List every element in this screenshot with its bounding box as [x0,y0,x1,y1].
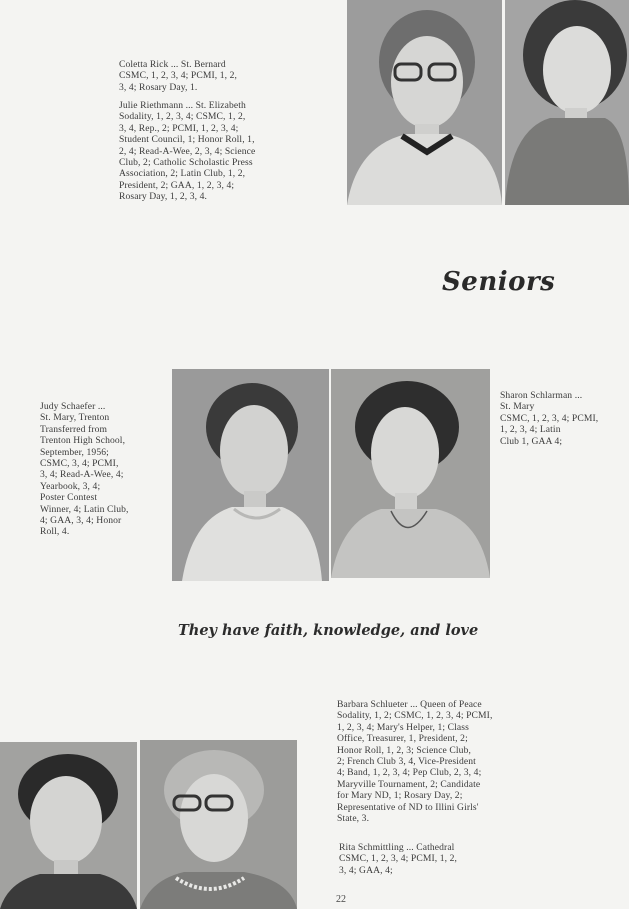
bio-line: Rita Schmittling ... Cathedral [339,842,455,853]
bio-line: Student Council, 1; Honor Roll, 1, [119,134,255,146]
bio-line: Transferred from [40,423,108,435]
bio-line: Judy Schaefer ... [40,401,106,412]
bio-line: Barbara Schlueter ... Queen of Peace [337,699,482,710]
bio-line: 4; Band, 1, 2, 3, 4; Pep Club, 2, 3, 4; [337,767,482,779]
bio-line: Trenton High School, [40,435,126,447]
bio-line: for Mary ND, 1; Rosary Day, 2; [337,790,463,802]
bio-sharon-schlarman [500,390,598,447]
bio-barbara-schlueter [337,699,492,824]
portrait-barbara-schlueter [0,742,137,909]
bio-line: Club, 2; Catholic Scholastic Press [119,157,253,169]
motto: They have faith, knowledge, and love [178,622,479,639]
bio-line: Winner, 4; Latin Club, [40,503,129,515]
portrait-coletta-rick [347,0,502,205]
bio-line: 3, 4; Rosary Day, 1. [119,81,198,93]
bio-line: Honor Roll, 1, 2, 3; Science Club, [337,744,471,756]
bio-line: CSMC, 1, 2, 3, 4; PCMI, 1, 2, [119,70,238,82]
bio-line: 3, 4, Rep., 2; PCMI, 1, 2, 3, 4; [119,122,239,134]
bio-line: Sharon Schlarman ... [500,390,583,401]
portrait-rita-schmittling [140,740,297,909]
bio-line: 1, 2, 3, 4; Mary's Helper, 1; Class [337,721,469,733]
bio-line: Maryville Tournament, 2; Candidate [337,778,481,790]
bio-line: September, 1956; [40,446,109,458]
bio-line: Club 1, GAA 4; [500,435,563,447]
page-heading: Seniors [442,267,556,297]
bio-line: 3, 4; Read-A-Wee, 4; [40,469,124,481]
bio-judy-schaefer [40,401,129,538]
portrait-sharon-schlarman [331,369,490,578]
bio-line: CSMC, 3, 4; PCMI, [40,458,119,470]
bio-line: Association, 2; Latin Club, 1, 2, [119,168,246,180]
bio-line: Yearbook, 3, 4; [40,480,101,492]
bio-line: State, 3. [337,813,370,825]
bio-line: Coletta Rick ... St. Bernard [119,59,226,70]
bio-line: 4; GAA, 3, 4; Honor [40,515,122,527]
bio-julie-riethmann [119,100,255,203]
portrait-judy-schaefer [172,369,329,581]
bio-line: St. Mary, Trenton [40,412,110,424]
bio-line: 3, 4; GAA, 4; [339,864,393,876]
bio-line: 1, 2, 3, 4; Latin [500,424,561,436]
page-number: 22 [336,894,346,905]
bio-line: Sodality, 1, 2, 3, 4; CSMC, 1, 2, [119,111,246,123]
bio-line: Rosary Day, 1, 2, 3, 4. [119,191,208,203]
bio-line: Julie Riethmann ... St. Elizabeth [119,100,246,111]
bio-line: Office, Treasurer, 1, President, 2; [337,733,468,745]
bio-line: Representative of ND to Illini Girls' [337,801,479,813]
bio-line: 2, 4; Read-A-Wee, 2, 3, 4; Science [119,145,256,157]
portrait-julie-riethmann [505,0,629,205]
bio-line: 2; French Club 3, 4, Vice-President [337,756,476,768]
bio-line: CSMC, 1, 2, 3, 4; PCMI, 1, 2, [339,853,458,865]
bio-line: CSMC, 1, 2, 3, 4; PCMI, [500,412,599,424]
bio-coletta-rick [119,59,237,93]
bio-rita-schmittling [339,842,457,876]
bio-line: Roll, 4. [40,526,70,538]
bio-line: Poster Contest [40,492,98,504]
bio-line: Sodality, 1, 2; CSMC, 1, 2, 3, 4; PCMI, [337,710,493,722]
bio-line: St. Mary [500,401,535,413]
bio-line: President, 2; GAA, 1, 2, 3, 4; [119,179,235,191]
